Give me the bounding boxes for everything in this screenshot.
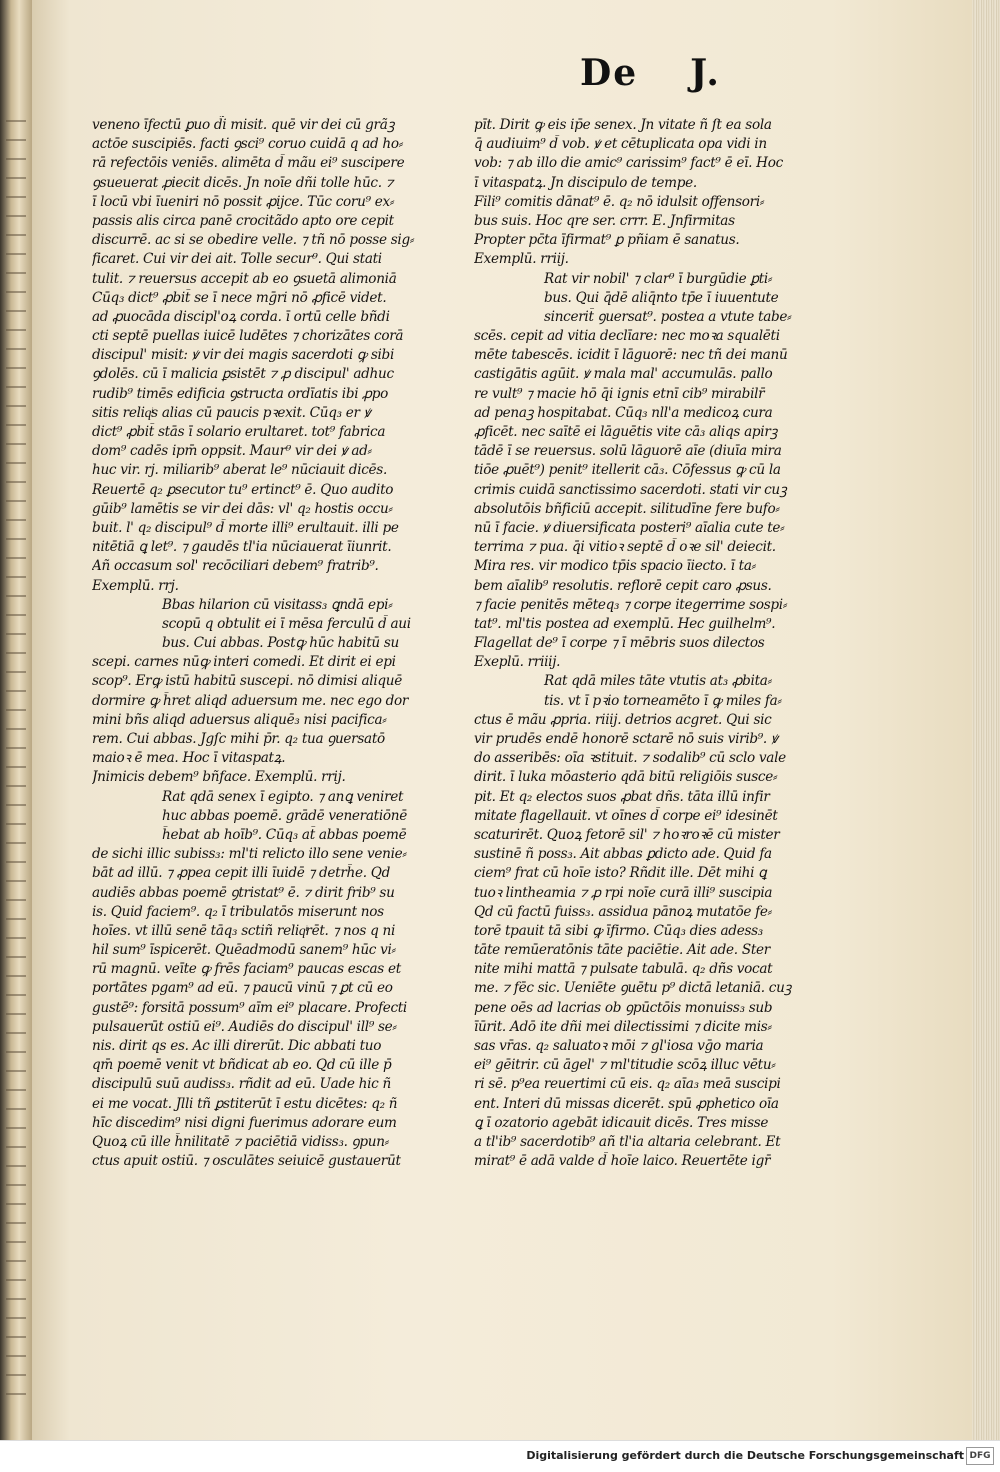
- text-line: scopū q obtulit ei ī mēsa ferculū d̄ aui: [162, 615, 411, 632]
- edge-text-line: [6, 329, 26, 331]
- text-line: tāte remūeratōnis tāte paciētie. Ait ade. Ster: [474, 942, 770, 959]
- text-line: discipul' misit: ꝟ vir dei magis sacerdoti ꝙ sibi: [92, 347, 394, 364]
- text-line: rem. Cui abbas. Jgſc mihi p̄r. q₂ tua ꝯuersatō: [92, 731, 385, 747]
- text-line: bus. Qui q̄dē aliq̄nto tp̄e ī iuuentute: [544, 289, 779, 306]
- text-line: huc abbas poemē. grādē veneratiōnē: [162, 807, 407, 824]
- text-line: mirat⁹ ē adā valde d̄ hoīe laico. Reuertēte igr̄: [474, 1153, 771, 1170]
- edge-text-line: [6, 158, 26, 160]
- funding-notice: Digitalisierung gefördert durch die Deutsche Forschungsgemeinschaft: [526, 1449, 964, 1462]
- edge-text-line: [6, 1051, 26, 1053]
- text-line: pit. Et q₂ electos suos ꝓbat dñs. tāta illū infir: [474, 788, 770, 805]
- text-line: tuoꝛ lintheamia ⁊ ꝓ rpi noīe curā illi⁹ suscipia: [474, 884, 773, 901]
- edge-text-line: [6, 310, 26, 312]
- text-line: Bbas hilarion cū visitass₃ ꝗndā epi⸗: [162, 596, 393, 613]
- edge-text-line: [6, 557, 26, 559]
- text-line: Exemplū. rrj.: [92, 577, 179, 594]
- running-head: [580, 52, 721, 94]
- edge-text-line: [6, 462, 26, 464]
- text-line: pene oēs ad lacrias ob ꝯpūctōis monuiss₃ sub: [474, 999, 773, 1016]
- text-line: de sichi illic subiss₃: ml'ti relicto illo sene venie⸗: [92, 846, 407, 863]
- text-line: a tl'ib⁹ sacerdotib⁹ añ tl'ia altaria celebrant. Et: [474, 1133, 781, 1150]
- text-line: ꝯsueuerat ꝓiecit dicēs. Jn noīe dñi tolle hūc. ⁊: [92, 174, 394, 191]
- text-line: sitis reliqͥs alias cū paucis pꝛexit. Cūq₃ er ꝟ: [92, 404, 371, 421]
- edge-text-line: [6, 937, 26, 939]
- text-line: absolutōis bñficiū accepit. silitudīne fere bufo⸗: [474, 500, 780, 517]
- text-line: bāt ad illū. ⁊ ꝓpea cepit illi īuidē ⁊ detrh̄e. Qd: [92, 865, 391, 882]
- text-line: ꝗ ī ozatorio agebāt idicauit dicēs. Tres misse: [474, 1114, 769, 1131]
- page-stack-edge: [972, 0, 1000, 1440]
- running-head-letter: J.: [690, 52, 721, 94]
- text-line: ctus apuit ostiū. ⁊ osculātes seiuicē gustauerūt: [92, 1153, 401, 1170]
- text-line: sustinē ñ poss₃. Ait abbas ꝑdicto ade. Quid fa: [474, 846, 772, 863]
- text-line: Propter pc̄ta īfirmat⁹ ꝑ pñiam ē sanatus.: [474, 232, 740, 249]
- edge-text-line: [6, 424, 26, 426]
- text-line: torē tpauit tā sibi ꝙ īfirmo. Cūq₃ dies adess₃: [474, 922, 763, 939]
- text-line: scepi. carnes nūꝙ interi comedi. Et dirit ei epi: [92, 654, 396, 671]
- text-line: vob: ⁊ ab illo die amic⁹ carissim⁹ fact⁹ ē eī. Hoc: [474, 155, 783, 172]
- text-line: Rat vir nobil' ⁊ clar⁹ ī burgūdie ꝑti⸗: [544, 270, 773, 287]
- text-line: mitate flagellauit. vt oīnes d̄ corpe ei⁹ idesinēt: [474, 807, 778, 824]
- text-line: dict⁹ ꝓbit̄ stās ī solario erultaret. tot⁹ fabrica: [92, 424, 386, 440]
- text-line: buit. l' q₂ discipul⁹ d̄ morte illi⁹ erultauit. illi pe: [92, 519, 399, 536]
- text-line: Rat qdā senex ī egipto. ⁊ anꝗ veniret: [162, 788, 404, 805]
- text-line: rudib⁹ timēs edificia ꝯstructa ordīatis ibi ꝓpo: [92, 385, 389, 402]
- edge-text-line: [6, 1089, 26, 1091]
- edge-text-line: [6, 1222, 26, 1224]
- text-line: Exeplū. rriiij.: [474, 654, 561, 671]
- edge-text-line: [6, 253, 26, 255]
- text-line: hīc discedim⁹ nisi digni fuerimus adorare eum: [92, 1114, 397, 1131]
- text-line: sas vr̄as. q₂ saluatoꝛ mōi ⁊ gl'iosa vḡo maria: [474, 1038, 764, 1054]
- edge-text-line: [6, 614, 26, 616]
- edge-text-line: [6, 538, 26, 540]
- edge-text-line: [6, 1317, 26, 1319]
- edge-text-line: [6, 1241, 26, 1243]
- edge-text-line: [6, 690, 26, 692]
- text-line: bus suis. Hoc qre ser. crrr. E. Jnfirmitas: [474, 212, 735, 229]
- edge-text-line: [6, 576, 26, 578]
- edge-text-line: [6, 120, 26, 122]
- edge-text-line: [6, 139, 26, 141]
- text-line: tat⁹. ml'tis postea ad exemplū. Hec guilhelm⁹.: [474, 615, 776, 632]
- text-line: q̄ audiuim⁹ d̄ vob. ꝟ et cētuplicata opa vidi in: [474, 136, 767, 153]
- edge-text-line: [6, 747, 26, 749]
- edge-text-line: [6, 291, 26, 293]
- text-line: pulsauerūt ostiū ei⁹. Audiēs do discipul' ill⁹ se⸗: [92, 1018, 397, 1035]
- edge-text-line: [6, 899, 26, 901]
- edge-text-line: [6, 633, 26, 635]
- text-line: actōe suscipiēs. facti ꝯsci⁹ coruo cuidā q ad ho⸗: [92, 136, 403, 153]
- edge-text-line: [6, 196, 26, 198]
- text-line: rā refectōis veniēs. alimēta d̄ mãu ei⁹ suscipere: [92, 155, 405, 172]
- edge-text-line: [6, 994, 26, 996]
- edge-text-line: [6, 1260, 26, 1262]
- text-line: tādē ī se reuersus. solū lāguorē aīe (diuīa mira: [474, 443, 782, 460]
- text-line: Rat qdā miles tāte vtutis at₃ ꝓbita⸗: [544, 673, 772, 690]
- text-line: terrima ⁊ pua. q̄i vitioꝛ septē d̄ oꝛe sil' deiecit.: [474, 539, 776, 556]
- text-line: veneno īfectū ꝑuo d̃i misit. quē vir dei cū grãꝫ: [92, 117, 395, 133]
- edge-text-line: [6, 1165, 26, 1167]
- edge-text-line: [6, 1355, 26, 1357]
- text-line: vir prudēs endē honorē sctarē nō suis virib⁹. ꝟ: [474, 731, 778, 747]
- text-line: gūib⁹ lamētis se vir dei dās: vl' q₂ hostis occu⸗: [92, 500, 393, 517]
- text-line: cti septē puellas iuicē ludētes ⁊ chorizātes corā: [92, 328, 404, 345]
- text-line: maioꝛ ē mea. Hoc ī vitaspatꝝ.: [92, 750, 286, 767]
- text-line: Cūq₃ dict⁹ ꝓbit̄ se ī nece mḡri nō ꝓficē videt.: [92, 289, 387, 306]
- text-line: mēte tabescēs. icidit ī lāguorē: nec tñ dei manū: [474, 347, 788, 364]
- text-line: Jnimicis debem⁹ bñface. Exemplū. rrij.: [92, 769, 346, 786]
- text-line: rū magnū. veīte ꝙ frēs faciam⁹ paucas escas et: [92, 961, 401, 978]
- text-line: ciem⁹ frat cū hoīe isto? Rñdit ille. Dēt mihi ꝗ: [474, 865, 767, 882]
- text-line: Fili⁹ comitis dānat⁹ ē. q₂ nō idulsit offensori⸗: [474, 193, 765, 210]
- previous-page-edge: [0, 0, 32, 1440]
- edge-text-line: [6, 956, 26, 958]
- edge-text-line: [6, 766, 26, 768]
- edge-text-line: [6, 1146, 26, 1148]
- text-line: ficaret. Cui vir dei ait. Tolle secur⁹. Qui stati: [92, 251, 382, 268]
- edge-text-line: [6, 272, 26, 274]
- text-line: pīt. Dirit ꝙ eis ip̄e senex. Jn vitate ñ ſt ea sola: [474, 117, 772, 133]
- text-line: Reuertē q₂ ꝑsecutor tu⁹ ertinct⁹ ē. Quo audito: [92, 481, 394, 498]
- edge-text-line: [6, 861, 26, 863]
- edge-text-line: [6, 880, 26, 882]
- text-line: ī vitaspatꝝ. Jn discipulo de tempe.: [474, 174, 697, 191]
- text-line: gustē⁹: forsitā possum⁹ aīm ei⁹ placare. Profecti: [92, 999, 407, 1016]
- text-line: passis alis circa panē crocitãdo apto ore cepit: [92, 212, 394, 229]
- text-line: Qd cū factū fuiss₃. assidua pānoꝝ mutatōe fe⸗: [474, 903, 772, 920]
- text-line: ꝯdolēs. cū ī malicia ꝑsistēt ⁊ ꝓ discipul' adhuc: [92, 366, 394, 383]
- edge-text-line: [6, 1070, 26, 1072]
- edge-text-line: [6, 595, 26, 597]
- edge-text-line: [6, 348, 26, 350]
- text-line: scaturirēt. Quoꝝ fetorē sil' ⁊ hoꝛroꝛē cū mister: [474, 826, 780, 843]
- edge-text-line: [6, 234, 26, 236]
- edge-text-line: [6, 177, 26, 179]
- text-line: scēs. cepit ad vitia declīare: nec moꝛa squalēti: [474, 328, 780, 345]
- text-line: nite mihi mattā ⁊ pulsate tabulā. q₂ dñs vocat: [474, 961, 773, 978]
- text-line: me. ⁊ fēc sic. Ueniēte ꝯuētu p⁹ dictā letaniā. cuꝫ: [474, 980, 792, 997]
- edge-text-line: [6, 519, 26, 521]
- text-line: dom⁹ cadēs ipm̄ oppsit. Maur⁹ vir dei ꝟ ad⸗: [92, 443, 372, 460]
- text-line: nū ī facie. ꝟ diuersificata posteri⁹ aīalia cute te⸗: [474, 519, 785, 536]
- edge-text-line: [6, 367, 26, 369]
- edge-text-line: [6, 1127, 26, 1129]
- text-line: tiōe ꝓuēt⁹) penit⁹ itellerit cā₃. Cōfessus ꝙ cū la: [474, 462, 781, 479]
- text-line: ei⁹ gēitrir. cū āgel' ⁊ ml'titudie scōꝝ illuc vētu⸗: [474, 1057, 776, 1074]
- edge-text-line: [6, 709, 26, 711]
- text-line: discipulū suū audiss₃. rñdit ad eū. Uade hic ñ: [92, 1076, 391, 1093]
- text-line: Añ occasum sol' recōciliari debem⁹ fratrib⁹.: [92, 558, 379, 575]
- text-line: audiēs abbas poemē ꝯtristat⁹ ē. ⁊ dirit frib⁹ su: [92, 884, 395, 901]
- text-line: ⁊ facie penitēs mēteq₃ ⁊ corpe itegerrime sospi⸗: [474, 596, 788, 613]
- edge-text-line: [6, 975, 26, 977]
- text-line: bem aīalib⁹ resolutis. reflorē cepit caro ꝓsus.: [474, 577, 772, 594]
- text-line: dormire ꝙ h̄ret aliqd aduersum me. nec ego dor: [92, 692, 409, 709]
- edge-text-line: [6, 1032, 26, 1034]
- text-line: do asseribēs: oīa ꝛstituit. ⁊ sodalib⁹ cū sclo vale: [474, 750, 786, 767]
- edge-text-line: [6, 386, 26, 388]
- text-line: īūrit. Adō ite dñi mei dilectissimi ⁊ dicite mis⸗: [474, 1018, 772, 1035]
- text-line: ctus ē mãu ꝓpria. riiij. detrios acgret. Qui sic: [474, 711, 772, 728]
- text-line: Exemplū. rriij.: [474, 251, 569, 268]
- text-line: tis. vt ī pꝛio torneamēto ī ꝙ miles fa⸗: [544, 692, 782, 709]
- running-head-word: De: [580, 52, 639, 94]
- text-line: h̄ebat ab hoīb⁹. Cūq₃ at̄ abbas poemē: [162, 826, 407, 843]
- footer-bar: [0, 1440, 1000, 1472]
- edge-text-line: [6, 785, 26, 787]
- edge-text-line: [6, 443, 26, 445]
- text-line: ei me vocat. Jlli tñ ꝑstiterūt ī estu dicētes: q₂ ñ: [92, 1095, 398, 1112]
- edge-text-line: [6, 842, 26, 844]
- edge-text-line: [6, 918, 26, 920]
- text-line: discurrē. ac si se obedire velle. ⁊ tñ nō posse sig⸗: [92, 232, 415, 249]
- text-column-left: [92, 116, 422, 1171]
- text-line: dirit. ī luka mōasterio qdā bitū religiōis susce⸗: [474, 769, 778, 786]
- dfg-logo: DFG: [966, 1447, 994, 1465]
- text-line: huc vir. rj. miliarib⁹ aberat le⁹ nūciauit dicēs.: [92, 462, 387, 479]
- text-line: portātes pgam⁹ ad eū. ⁊ paucū vinū ⁊ ꝑt cū eo: [92, 980, 393, 997]
- edge-text-line: [6, 671, 26, 673]
- edge-text-line: [6, 1279, 26, 1281]
- text-line: ī locū vbi īueniri nō possit ꝓijce. Tūc coru⁹ ex⸗: [92, 193, 395, 210]
- edge-text-line: [6, 1393, 26, 1395]
- text-column-right: [474, 116, 814, 1171]
- edge-text-line: [6, 1203, 26, 1205]
- text-line: hil sum⁹ īspicerēt. Quēadmodū sanem⁹ hūc vi⸗: [92, 942, 396, 959]
- text-line: hoīes. vt illū senē tāq₃ sctiñ reliqͥrēt. ⁊ nos q ni: [92, 922, 396, 939]
- edge-text-line: [6, 500, 26, 502]
- edge-text-line: [6, 652, 26, 654]
- edge-text-line: [6, 215, 26, 217]
- text-line: Quoꝝ cū ille h̄nilitatē ⁊ paciētiā vidiss₃. ꝯpun⸗: [92, 1133, 389, 1150]
- edge-text-line: [6, 1108, 26, 1110]
- text-line: sincerit̄ ꝯuersat⁹. postea a vtute tabe⸗: [544, 308, 792, 325]
- edge-text-line: [6, 1013, 26, 1015]
- edge-text-line: [6, 1374, 26, 1376]
- text-line: tulit. ⁊ reuersus accepit ab eo ꝯsuetā alimoniā: [92, 270, 397, 287]
- text-line: ent. Interi dū missas dicerēt. spū ꝓphetico oīa: [474, 1095, 779, 1112]
- text-line: Flagellat de⁹ ī corpe ⁊ ī mēbris suos dilectos: [474, 635, 765, 652]
- text-line: ri sē. p⁹ea reuertimi cū eis. q₂ aīa₃ meā suscipi: [474, 1076, 781, 1093]
- text-line: mini bñs aliqd aduersus aliquē₃ nisi pacifica⸗: [92, 711, 387, 728]
- text-line: scop⁹. Erꝙ istū habitū suscepi. nō dimisi aliquē: [92, 673, 402, 690]
- text-line: ad ꝓuocāda discipl'oꝝ corda. ī ortū celle bñdi: [92, 308, 390, 325]
- text-line: re vult⁹ ⁊ macie hō q̄i ignis etnī cib⁹ mirabilr̄: [474, 385, 765, 402]
- text-line: qm̄ poemē venit vt bñdicat ab eo. Qd cū ille p̄: [92, 1057, 392, 1074]
- edge-text-line: [6, 728, 26, 730]
- edge-text-line: [6, 405, 26, 407]
- edge-text-line: [6, 481, 26, 483]
- edge-text-line: [6, 1336, 26, 1338]
- text-line: is. Quid faciem⁹. q₂ ī tribulatōs miserunt nos: [92, 903, 384, 920]
- text-line: nis. dirit qs es. Ac illi direrūt. Dic abbati tuo: [92, 1038, 382, 1054]
- text-line: nitētiā ꝗ let⁹. ⁊ gaudēs tl'ia nūciauerat īiunrit.: [92, 539, 392, 556]
- edge-text-line: [6, 1184, 26, 1186]
- text-line: Mira res. vir modico tp̄is spacio īiecto. ī ta⸗: [474, 558, 756, 575]
- text-line: castigātis agūit. ꝟ mala mal' accumulās. pallo: [474, 366, 773, 383]
- text-line: crimis cuidā sanctissimo sacerdoti. stati vir cuꝫ: [474, 481, 787, 498]
- edge-text-line: [6, 1298, 26, 1300]
- text-line: ꝓficēt. nec saītē ei lāguētis vite cā₃ aliqs apirꝫ: [474, 424, 778, 440]
- edge-text-line: [6, 823, 26, 825]
- edge-text-line: [6, 804, 26, 806]
- text-line: ad penaꝫ hospitabat. Cūq₃ nll'a medicoꝝ cura: [474, 404, 773, 421]
- text-line: bus. Cui abbas. Postꝙ hūc habitū su: [162, 635, 400, 652]
